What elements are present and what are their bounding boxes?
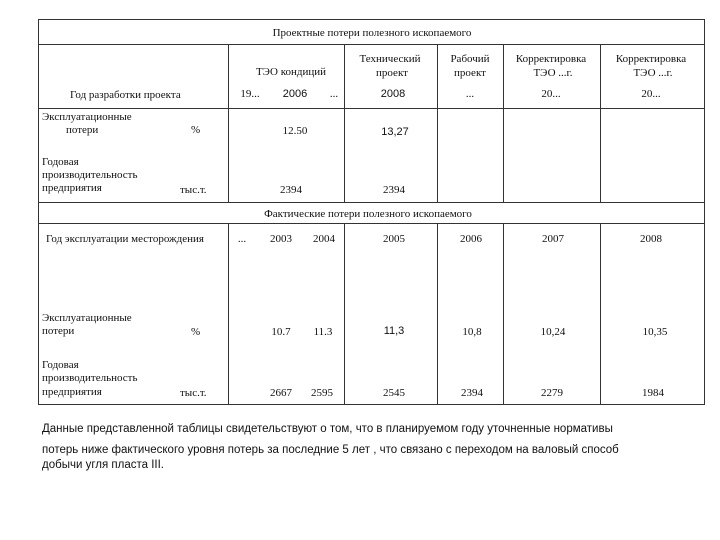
actual-losses-cell: 10,24 bbox=[540, 326, 566, 338]
planned-prod-teo: 2394 bbox=[280, 184, 302, 196]
actual-prod-cell: 2279 bbox=[541, 387, 563, 399]
actual-year-cell: 2007 bbox=[542, 233, 564, 245]
actual-prod-label-line2: производительность bbox=[42, 372, 138, 384]
note-line: потерь ниже фактического уровня потерь за последние 5 лет , что связано с переходом на валовый способ bbox=[42, 444, 619, 456]
table-right-border bbox=[704, 19, 705, 405]
table-top-border bbox=[38, 19, 705, 20]
actual-losses-unit: % bbox=[191, 326, 201, 338]
actual-year-cell: 2006 bbox=[460, 233, 482, 245]
table-left-border bbox=[38, 19, 39, 405]
planned-year-cell: 19... bbox=[240, 88, 260, 100]
tech-header-line1: Технический bbox=[359, 53, 421, 65]
planned-year-cell: 2006 bbox=[282, 88, 308, 100]
planned-year-cell: 2008 bbox=[380, 88, 406, 100]
actual-prod-cell: 2667 bbox=[270, 387, 292, 399]
corr1-header-line1: Корректировка bbox=[515, 53, 587, 65]
actual-losses-cell: 11.3 bbox=[313, 326, 333, 338]
actual-year-cell: 2003 bbox=[270, 233, 292, 245]
actual-losses-cell: 10.7 bbox=[271, 326, 291, 338]
planned-losses-label-line2: потери bbox=[66, 124, 99, 136]
planned-prod-label-line3: предприятия bbox=[42, 182, 102, 194]
planned-bottom-divider bbox=[38, 202, 705, 203]
planned-losses-unit: % bbox=[191, 124, 201, 136]
planned-year-cell: 20... bbox=[541, 88, 561, 100]
planned-prod-unit: тыс.т. bbox=[180, 184, 207, 196]
actual-title: Фактические потери полезного ископаемого bbox=[264, 208, 472, 220]
actual-col-line bbox=[344, 223, 345, 404]
actual-losses-cell: 11,3 bbox=[383, 325, 405, 337]
actual-prod-cell: 2595 bbox=[311, 387, 333, 399]
actual-title-divider bbox=[38, 223, 705, 224]
teo-header: ТЭО кондиций bbox=[255, 66, 327, 78]
actual-losses-cell: 10,35 bbox=[642, 326, 668, 338]
planned-col-line bbox=[228, 44, 229, 202]
planned-col-line bbox=[600, 44, 601, 202]
actual-year-cell: 2005 bbox=[383, 233, 405, 245]
actual-prod-cell: 2545 bbox=[383, 387, 405, 399]
note-line: Данные представленной таблицы свидетельствуют о том, что в планируемом году уточненные нормативы bbox=[42, 423, 613, 435]
planned-year-cell: 20... bbox=[641, 88, 661, 100]
actual-year-cell: ... bbox=[237, 233, 247, 245]
actual-prod-label-line1: Годовая bbox=[42, 359, 79, 371]
actual-col-line bbox=[600, 223, 601, 404]
planned-year-cell: ... bbox=[329, 88, 339, 100]
work-header-line1: Рабочий bbox=[450, 53, 490, 65]
actual-prod-unit: тыс.т. bbox=[180, 387, 207, 399]
actual-losses-label-line1: Эксплуатационные bbox=[42, 312, 132, 324]
actual-year-label: Год эксплуатации месторождения bbox=[46, 233, 204, 245]
actual-col-line bbox=[228, 223, 229, 404]
planned-losses-teo: 12.50 bbox=[282, 125, 308, 137]
actual-losses-cell: 10,8 bbox=[462, 326, 482, 338]
actual-year-cell: 2004 bbox=[313, 233, 335, 245]
actual-prod-cell: 1984 bbox=[642, 387, 664, 399]
actual-prod-cell: 2394 bbox=[461, 387, 483, 399]
note-line: добычи угля пласта III. bbox=[42, 459, 164, 471]
actual-col-line bbox=[503, 223, 504, 404]
planned-title-divider bbox=[38, 44, 705, 45]
planned-losses-tech: 13,27 bbox=[381, 126, 409, 138]
planned-year-cell: ... bbox=[465, 88, 475, 100]
actual-prod-label-line3: предприятия bbox=[42, 386, 102, 398]
actual-col-line bbox=[437, 223, 438, 404]
planned-year-label: Год разработки проекта bbox=[70, 89, 181, 101]
planned-col-line bbox=[503, 44, 504, 202]
planned-year-divider bbox=[38, 108, 705, 109]
corr1-header-line2: ТЭО ...г. bbox=[533, 67, 573, 79]
tech-header-line2: проект bbox=[376, 67, 408, 79]
corr2-header-line1: Корректировка bbox=[615, 53, 687, 65]
planned-losses-label-line1: Эксплуатационные bbox=[42, 111, 132, 123]
actual-losses-label-line2: потери bbox=[42, 325, 75, 337]
actual-year-cell: 2008 bbox=[640, 233, 662, 245]
planned-col-line bbox=[344, 44, 345, 202]
corr2-header-line2: ТЭО ...г. bbox=[633, 67, 673, 79]
work-header-line2: проект bbox=[454, 67, 486, 79]
planned-col-line bbox=[437, 44, 438, 202]
planned-title: Проектные потери полезного ископаемого bbox=[272, 27, 472, 39]
planned-prod-label-line2: производительность bbox=[42, 169, 138, 181]
planned-prod-label-line1: Годовая bbox=[42, 156, 79, 168]
planned-prod-tech: 2394 bbox=[383, 184, 405, 196]
table-bottom-border bbox=[38, 404, 705, 405]
